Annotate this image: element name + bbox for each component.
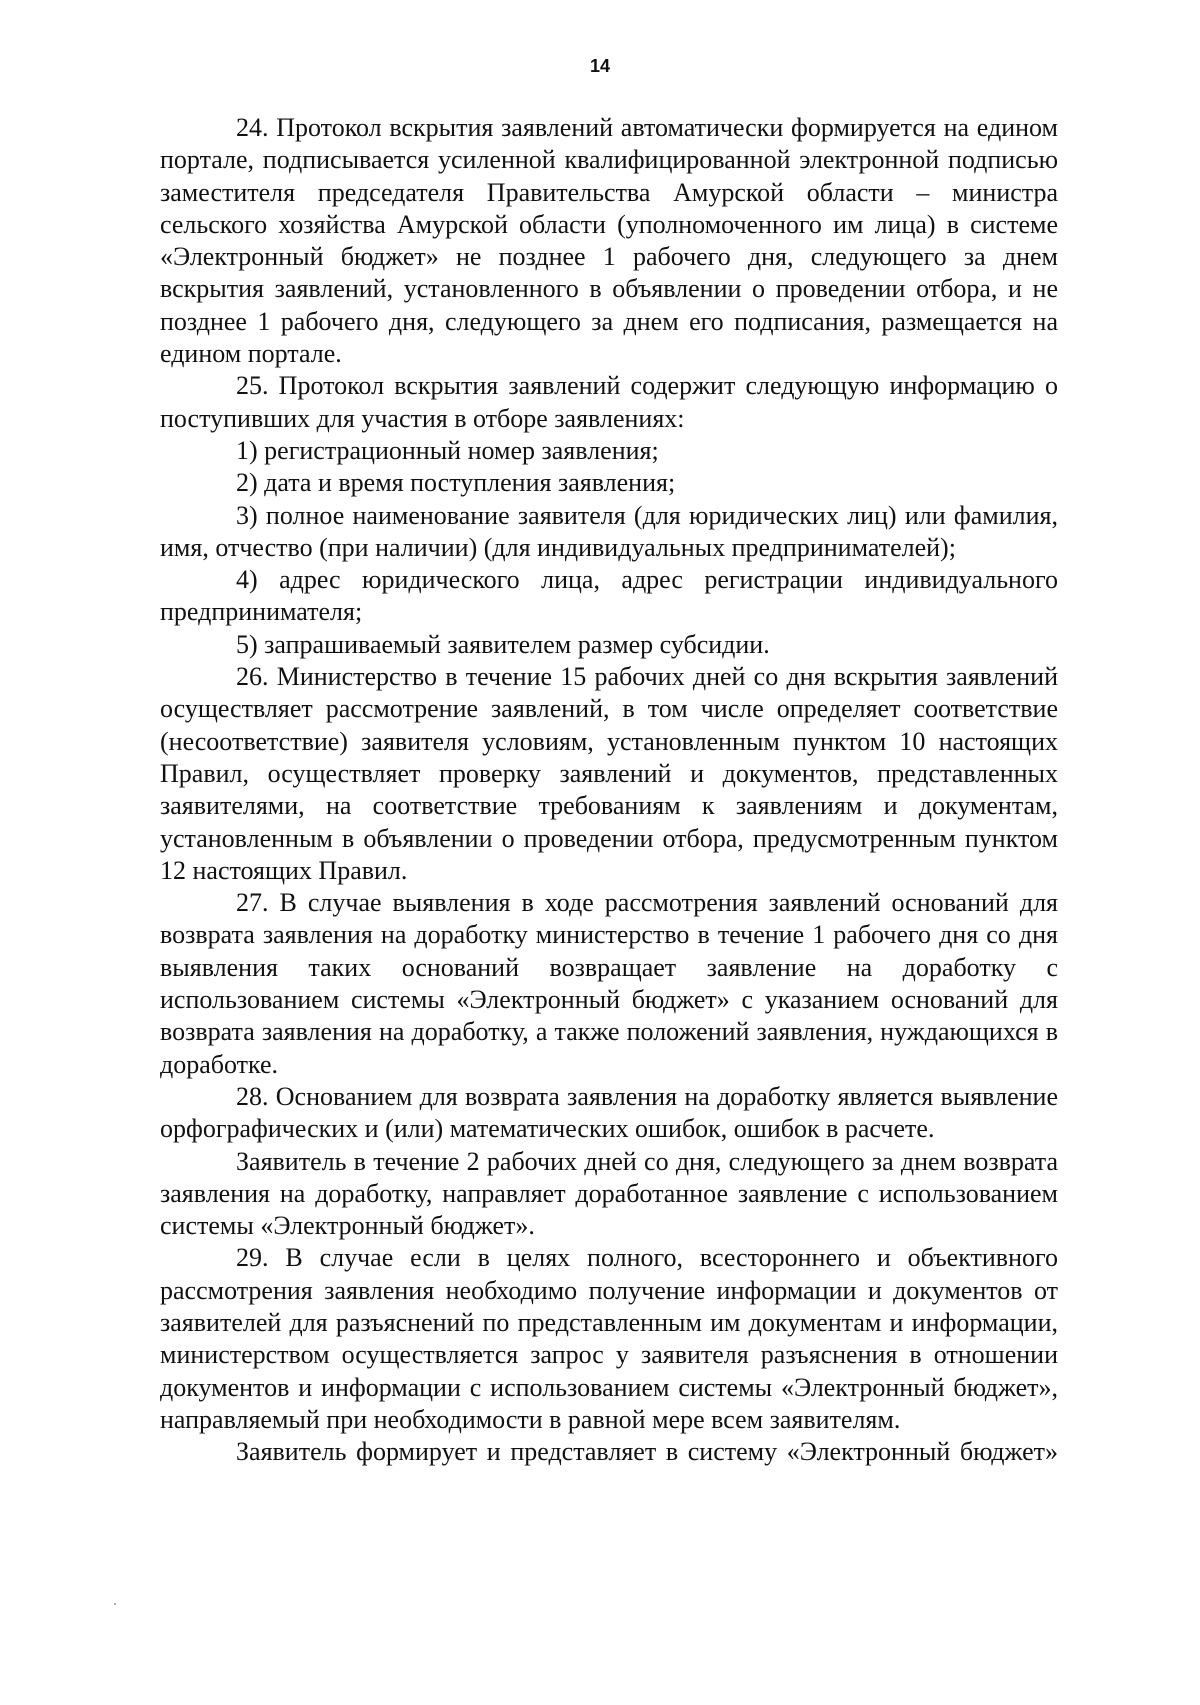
paragraph-26: 26. Министерство в течение 15 рабочих дней со дня вскрытия заявлений осуществляет рассмотрение заявлений, в том числе определяет соответствие (несоответствие) заявителя условиям, установленным пунктом 10 настоящих Правил, осуществляет проверку заявлений и документов, представленных заявителями, на соответствие требованиям к заявлениям и документам, установленным в объявлении о проведении отбора, предусмотренным пунктом 12 настоящих Правил. (160, 662, 1058, 885)
list-item-5: 5) запрашиваемый заявителем размер субсидии. (236, 629, 770, 659)
paragraph-29: 29. В случае если в целях полного, всестороннего и объективного рассмотрения заявления необходимо получение информации и документов от заявителей для разъяснений по представленным им документам и информации, министерством осуществляется запрос у заявителя разъяснения в отношении документов и информации с использованием системы «Электронный бюджет», направляемый при необходимости в равной мере всем заявителям. (160, 1243, 1058, 1434)
list-item-3: 3) полное наименование заявителя (для юридических лиц) или фамилия, имя, отчество (при наличии) (для индивидуальных предпринимателей); (160, 500, 1058, 562)
document-body (160, 112, 1058, 1468)
paragraph-25: 25. Протокол вскрытия заявлений содержит следующую информацию о поступивших для участия в отборе заявлениях: (160, 371, 1058, 433)
paragraph-24: 24. Протокол вскрытия заявлений автоматически формируется на едином портале, подписывается усиленной квалифицированной электронной подписью заместителя председателя Правительства Амурской области – министра сельского хозяйства Амурской области (уполномоченного им лица) в системе «Электронный бюджет» не позднее 1 рабочего дня, следующего за днем вскрытия заявлений, установленного в объявлении о проведении отбора, и не позднее 1 рабочего дня, следующего за днем его подписания, размещается на едином портале. (160, 113, 1058, 369)
scan-speck (114, 1603, 116, 1605)
paragraph-27: 27. В случае выявления в ходе рассмотрения заявлений оснований для возврата заявления на доработку министерство в течение 1 рабочего дня со дня выявления таких оснований возвращает заявление на доработку с использованием системы «Электронный бюджет» с указанием оснований для возврата заявления на доработку, а также положений заявления, нуждающихся в доработке. (160, 888, 1058, 1079)
list-item-4: 4) адрес юридического лица, адрес регистрации индивидуального предпринимателя; (160, 565, 1058, 627)
paragraph-28: 28. Основанием для возврата заявления на доработку является выявление орфографических и (или) математических ошибок, ошибок в расчете. (160, 1081, 1058, 1144)
paragraph-29-continued: Заявитель формирует и представляет в систему «Электронный бюджет» (236, 1437, 1058, 1467)
paragraph-28-continued: Заявитель в течение 2 рабочих дней со дня, следующего за днем возврата заявления на доработку, направляет доработанное заявление с использованием системы «Электронный бюджет». (160, 1146, 1058, 1241)
list-item-1: 1) регистрационный номер заявления; (236, 435, 659, 465)
page-number: 14 (589, 56, 611, 76)
list-item-2: 2) дата и время поступления заявления; (236, 468, 676, 498)
